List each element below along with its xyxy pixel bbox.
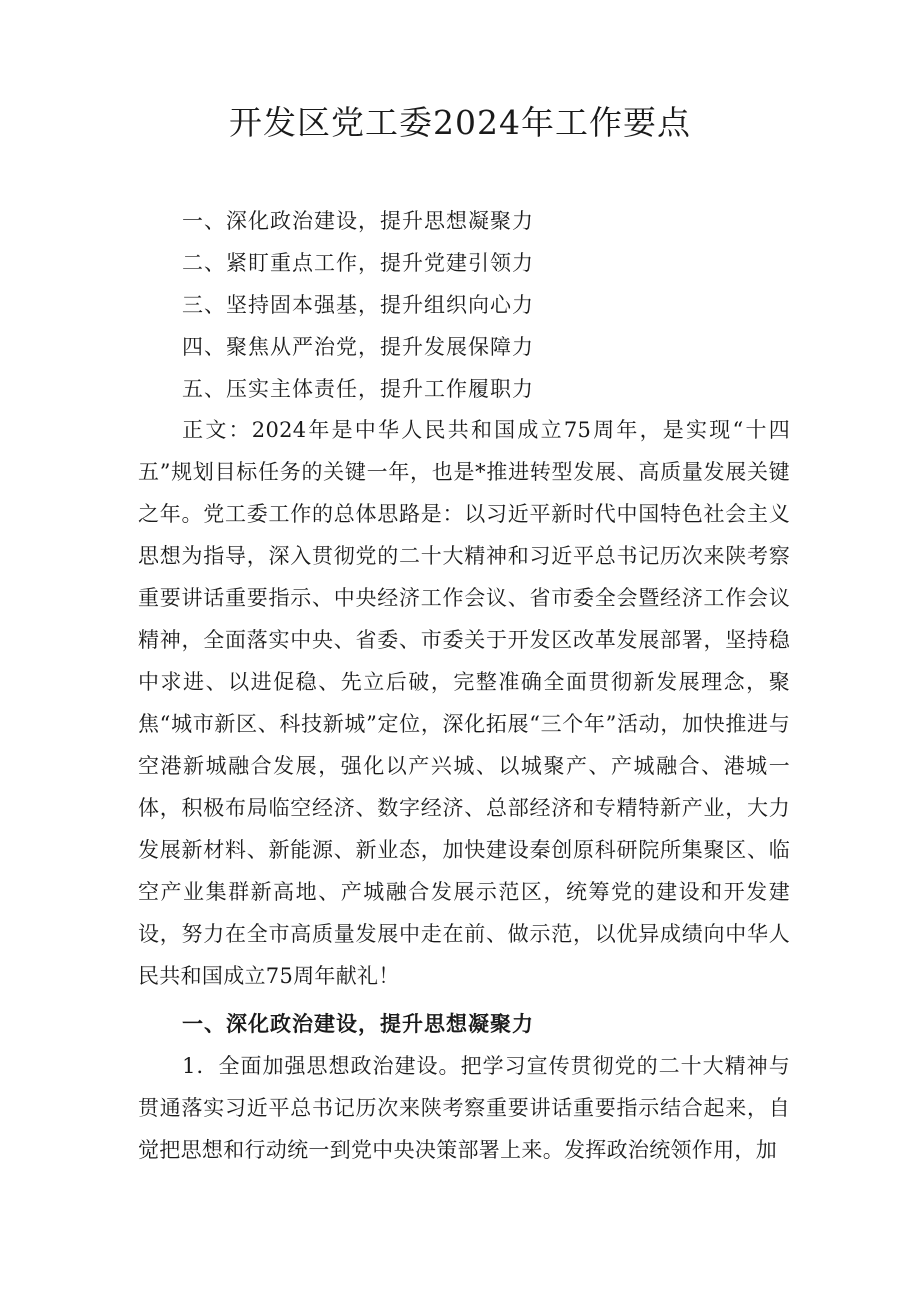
outline-item: 四、聚焦从严治党，提升发展保障力	[182, 335, 534, 359]
section-heading: 一、深化政治建设，提升思想凝聚力	[182, 1012, 534, 1036]
item-1-paragraph: 1．全面加强思想政治建设。把学习宣传贯彻党的二十大精神与贯通落实习近平总书记历次来陕考察重要讲话重要指示结合起来，自觉把思想和行动统一到党中央决策部署上来。发挥政治统领作用，加	[138, 1054, 790, 1162]
outline-list	[182, 200, 534, 410]
section-1-body	[138, 1045, 790, 1171]
outline-item: 二、紧盯重点工作，提升党建引领力	[182, 251, 534, 275]
intro-section	[138, 409, 790, 997]
outline-item: 三、坚持固本强基，提升组织向心力	[182, 293, 534, 317]
outline-item: 一、深化政治建设，提升思想凝聚力	[182, 209, 534, 233]
intro-paragraph: 正文：2024年是中华人民共和国成立75周年，是实现“十四五”规划目标任务的关键一年，也是*推进转型发展、高质量发展关键之年。党工委工作的总体思路是：以习近平新时代中国特色社会主义思想为指导，深入贯彻党的二十大精神和习近平总书记历次来陕考察重要讲话重要指示、中央经济工作会议、省市委全会暨经济工作会议精神，全面落实中央、省委、市委关于开发区改革发展部署，坚持稳中求进、以进促稳、先立后破，完整准确全面贯彻新发展理念，聚焦“城市新区、科技新城”定位，深化拓展“三个年”活动，加快推进与空港新城融合发展，强化以产兴城、以城聚产、产城融合、港城一体，积极布局临空经济、数字经济、总部经济和专精特新产业，大力发展新材料、新能源、新业态，加快建设秦创原科研院所集聚区、临空产业集群新高地、产城融合发展示范区，统筹党的建设和开发建设，努力在全市高质量发展中走在前、做示范，以优异成绩向中华人民共和国成立75周年献礼！	[138, 418, 790, 988]
outline-item: 五、压实主体责任，提升工作履职力	[182, 377, 534, 401]
document-title: 开发区党工委2024年工作要点	[229, 103, 691, 142]
